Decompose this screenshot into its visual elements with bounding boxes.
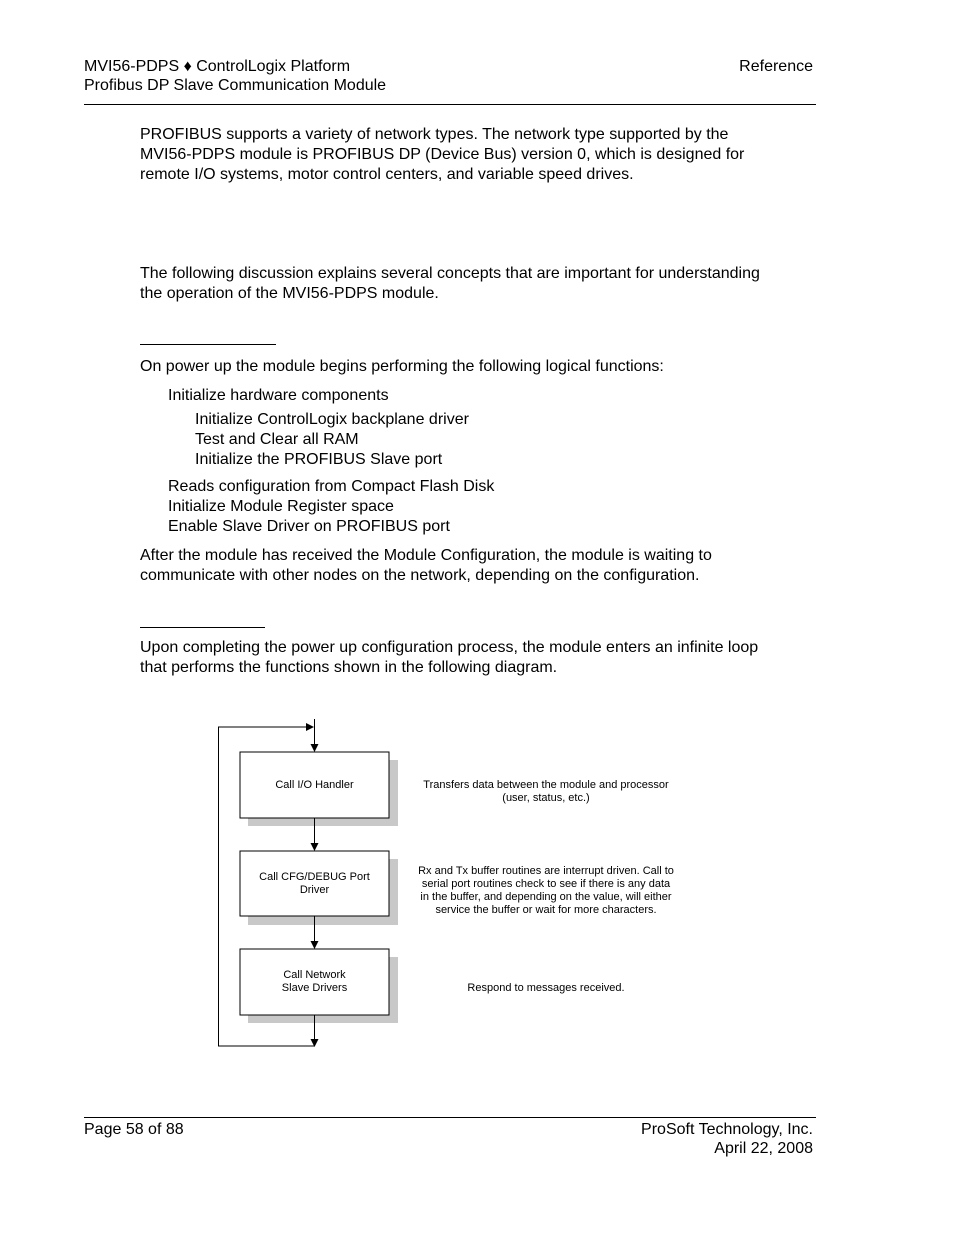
box-label: Call CFG/DEBUG Port [259, 871, 370, 883]
list-item: Initialize hardware components [168, 387, 389, 404]
footer-divider [84, 1117, 816, 1118]
power-up-intro: On power up the module begins performing the following logical functions: [140, 358, 664, 375]
main-logic-paragraph: Upon completing the power up configuration process, the module enters an infinite loop that performs the functions shown in the following diagram. [140, 639, 759, 676]
box-label: Call I/O Handler [275, 779, 354, 791]
header-section: Reference [739, 58, 813, 75]
note-text: service the buffer or wait for more characters. [435, 904, 657, 916]
footer-company [641, 1120, 813, 1158]
note-text: in the buffer, and depending on the value, will either [420, 891, 672, 903]
footer-company-name: ProSoft Technology, Inc. [641, 1121, 813, 1138]
concepts-paragraph: The following discussion explains several concepts that are important for understanding the operation of the MVI56-PDPS module. [140, 265, 760, 302]
intro-paragraph: PROFIBUS supports a variety of network types. The network type supported by the MVI56-PDPS module is PROFIBUS DP (Device Bus) version 0, which is designed for remote I/O systems, motor control centers, and variable speed drives. [140, 126, 745, 183]
note-text: serial port routines check to see if there is any data [421, 878, 671, 890]
box-label: Driver [299, 884, 330, 896]
header-title-line1: MVI56-PDPS ♦ ControlLogix Platform [84, 58, 351, 75]
box-label: Call Network [283, 969, 346, 981]
footer-date: April 22, 2008 [714, 1140, 813, 1157]
list-item: Reads configuration from Compact Flash Disk [168, 478, 495, 495]
list-item: Initialize Module Register space [168, 498, 394, 515]
after-config-paragraph: After the module has received the Module Configuration, the module is waiting to communicate with other nodes on the network, depending on the configuration. [140, 547, 712, 584]
box-label: Slave Drivers [281, 982, 348, 994]
list-item: Initialize ControlLogix backplane driver [195, 411, 469, 428]
footer-page-number: Page 58 of 88 [84, 1121, 184, 1138]
list-item: Initialize the PROFIBUS Slave port [195, 451, 443, 468]
note-text: Respond to messages received. [467, 982, 625, 994]
note-text: Rx and Tx buffer routines are interrupt driven. Call to [418, 865, 674, 877]
header-title-line2: Profibus DP Slave Communication Module [84, 77, 387, 94]
note-text: Transfers data between the module and processor [423, 779, 669, 791]
list-item: Test and Clear all RAM [195, 431, 359, 448]
note-text: (user, status, etc.) [502, 792, 590, 804]
list-item: Enable Slave Driver on PROFIBUS port [168, 518, 450, 535]
